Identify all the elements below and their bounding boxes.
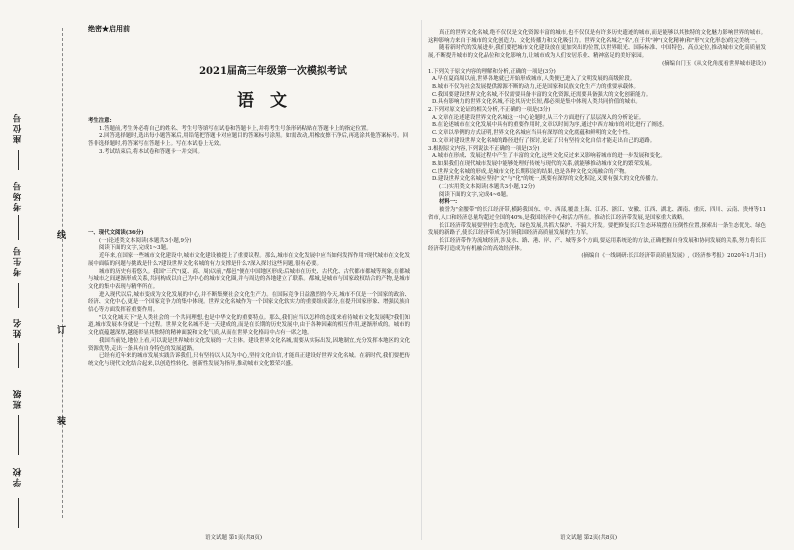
left-column-text: [88, 230, 410, 369]
note-item: 3.考试结束后,将本试卷和答题卡一并交回。: [99, 148, 203, 155]
question-3-option-b: B.如果我们在现代城市发展中能够处理好传统与现代的关系,就能够推动城市文化的繁荣发展。: [432, 160, 656, 167]
question-3-stem: 3.根据原文内容,下列说法不正确的一项是(3分): [428, 145, 540, 152]
field-class: 班级: [13, 388, 23, 409]
question-3-option-c: C.世界文化名城的形成,是城市文化长期积淀的结果,也是各种文化交流融合的产物。: [432, 168, 630, 175]
right-column-text: [428, 30, 766, 261]
seal-line: [62, 28, 63, 518]
binding-strip: [0, 0, 40, 550]
source-citation: (摘编自门玉《从文化角度看世界城市建设》): [662, 60, 766, 67]
question-1-option-c: C.我国要建设世界文化名城,不仅需要具备丰富的文化资源,还需要具备强大的文化创新能力。: [432, 91, 652, 98]
field-line: [18, 283, 19, 308]
paragraph: 随着新时代的发展进步,我们要把城市文化建设放在更加突出的位置,以世界眼光、国际标准、中国特色、高点定位,推动城市文化高质量发展,不断提升城市的文化品位和文化影响力,让城市成为人们安居乐业、精神富足的美好家园。: [428, 45, 766, 60]
paragraph: 已经有近年来的城市发展实践告诉我们,只有坚持以人民为中心,坚持文化自信,才能真正建设好世界文化名城。在新时代,我们要把传统文化与现代文化结合起来,以创造性转化、创新性发展为指导,推动城市文化繁荣兴盛。: [88, 353, 410, 367]
question-2-option-c: C.文章以举例的方式证明,世界文化名城应当具有深厚的文化底蕴和鲜明的文化个性。: [432, 130, 634, 137]
note-item: 2.回答选择题时,选出每小题答案后,用铅笔把答题卡对应题目的答案标号涂黑。如需改动,用橡皮擦干净后,再选涂其他答案标号。回答非选择题时,将答案写在答题卡上。写在本试卷上无效。: [88, 133, 408, 148]
question-2-option-a: A.文章在论述建设世界文化名城这一中心论题时,从三个方面进行了层层深入的分析论证。: [432, 114, 645, 121]
field-candidate-number: 考生号: [13, 245, 23, 277]
question-3-option-d: D.建设世界文化名城应坚持"文"与"化"的统一,既要有深厚的文化积淀,又要有强大的文化传播力。: [432, 176, 662, 183]
paragraph: 进入现代以后,城市变成为文化发展的中心,并不断集聚社会文化生产力。在国际竞争日益激烈的今天,城市不仅是一个国家的政治、经济、文化中心,更是一个国家竞争力的集中体现。世界文化名城作为一个国家文化软实力的重要组成部分,在提升国家形象、增强民族自信心等方面发挥着重要作用。: [88, 291, 410, 314]
paragraph: 长江经济带发展要坚持生态优先、绿色发展,共抓大保护、不搞大开发。要把修复长江生态环境摆在压倒性位置,探索出一条生态优先、绿色发展的新路子,使长江经济带成为引领我国经济高质量发展的生力军。: [428, 222, 766, 237]
question-2-option-d: D.文章对建设世界文化名城的路径进行了探讨,论证了只有坚持文化自信才能走出自己的道路。: [432, 137, 656, 144]
instruction: 阅读下面的文字,完成4~6题。: [439, 191, 512, 198]
field-room-number: 考场号: [13, 180, 23, 212]
question-1-option-d: D.具有影响力的世界文化名城,不论其历史长短,都必须是集中体现人类共同价值的城市。: [432, 99, 641, 106]
instruction: 阅读下面的文字,完成1~3题。: [99, 245, 172, 252]
paragraph: 被誉为"金腰带"的长江经济带,横跨我国东、中、西部,覆盖上海、江苏、浙江、安徽、江西、湖北、湖南、重庆、四川、云南、贵州等11省市,人口和经济总量均超过全国的40%,是我国经济中心和活力所在。推动长江经济带发展,是国家重大战略。: [428, 207, 766, 221]
field-seat-number: 座位号: [13, 112, 23, 144]
question-1-stem: 1.下列关于原文内容的理解和分析,正确的一项是(3分): [428, 68, 556, 75]
field-line: [18, 215, 19, 240]
page-footer-right: 语文试题 第2页(共8页): [560, 535, 618, 541]
paragraph: 城市的历史有着悠久。我国"三代"(夏、商、周)以前,"都邑"便在中国地区形成;后城市在历史、古代化、古代都市都城等现象,在都城与城市之间逐渐形成关系,共同构成以自己为中心的城市文化圈,并与周边的各地建立了联系。都城,是城市与国家政权结合的产物,是城市文化的集中表现与精华所在。: [88, 268, 410, 290]
field-line: [18, 343, 19, 368]
paragraph: 长江经济带作为流域经济,涉及水、路、港、岸、产、城等多个方面,要运用系统论的方法,正确把握自身发展和协同发展的关系,努力将长江经济带打造成为有机融合的高效经济体。: [428, 237, 766, 252]
paragraph: "以文化城天下"是人类社会的一个共同理想,也是中华文化的重要特点。那么,我们应当以怎样的态度来看待城市文化发展呢?我们知道,城市发展本身就是一个过程。世界文化名城不是一天建成的,而是在长期的历史发展中,由于各种因素的相互作用,逐渐形成的。城市的文化底蕴越深厚,越能彰显其独特的精神面貌和文化气质,从而在世界文化格局中占有一席之地。: [88, 314, 410, 337]
field-line: [18, 498, 19, 528]
subject-title: 语文: [237, 91, 303, 111]
note-item: 1.答题前,考生务必将自己的姓名、考生号等填写在试卷和答题卡上,并将考生号条形码粘贴在答题卡上的指定位置。: [99, 125, 372, 132]
subsection-heading: (一)论述类文本阅读(本题共3小题,9分): [99, 237, 192, 244]
seal-char-line: 线: [57, 231, 67, 241]
field-line: [18, 415, 19, 455]
seal-char-pack: 装: [57, 417, 67, 427]
secret-mark: 绝密★启用前: [88, 24, 130, 33]
question-3-option-a: A.城市在形成、发展过程中产生了丰富的文化,这些文化反过来又影响着城市的进一步发展和变化。: [432, 153, 666, 160]
question-1-option-a: A.早在夏商周以前,世界各地就已开始形成城市,人类便已进入了文明发展的高级阶段。: [432, 76, 636, 83]
field-name: 姓名: [13, 317, 23, 338]
exam-title: 2021届高三年级第一次模拟考试: [199, 66, 347, 77]
source-citation: (摘编自《一线调研:长江经济带高质量发展》,《经济参考报》2020年1月3日): [581, 253, 766, 260]
paragraph: 近年来,在国家一些城市文化建设中,城市文化建设被提上了重要议程。那么,城市在文化发展中应当如何发挥作用?现代城市在文化发展中面临的问题与挑战是什么?建设世界文化名城的有力支撑是什么?深入探讨这些问题,很有必要。: [88, 253, 410, 267]
material-label: 材料一:: [439, 199, 458, 206]
page-footer-left: 语文试题 第1页(共8页): [205, 535, 263, 541]
section-heading: 一、现代文阅读(36分): [88, 230, 144, 236]
question-2-stem: 2.下列对原文论证的相关分析,不正确的一项是(3分): [428, 107, 551, 114]
question-1-option-b: B.城市不仅为社会发展提供源源不断的动力,还是国家和民族文化生产力的重要承载体。: [432, 83, 639, 90]
seal-char-bind: 订: [57, 326, 67, 336]
paragraph: 我国当前处,地位上看,可以说是世界城市文化发展的一大主体。建设世界文化名城,需要从实际出发,因地制宜,充分发挥本地区的文化资源优势,走出一条具有自身特色的发展道路。: [88, 337, 410, 352]
paragraph: 真正的世界文化名城,绝不仅仅是文化资源丰富的城市,也不仅仅是有许多历史遗迹的城市,而是能够以其独特的文化魅力影响世界的城市。这种影响力来自于城市的文化创造力、文化传播力和文化吸引力。世界文化名城之"名",在于其"神"(文化精神)和"形"(文化形态)的完美统一。: [428, 30, 766, 44]
notes-block: [88, 118, 408, 157]
field-school: 学校: [13, 466, 23, 487]
notes-title: 考生注意:: [88, 118, 112, 124]
subsection-heading: (二)实用类文本阅读(本题共3小题,12分): [439, 184, 535, 191]
question-2-option-b: B.在论述城市在文化发展中具有的重要作用时,文章以时间为序,通过中西方城市的对比进行了阐述。: [432, 122, 668, 129]
field-line: [18, 150, 19, 170]
column-divider: [421, 20, 422, 540]
